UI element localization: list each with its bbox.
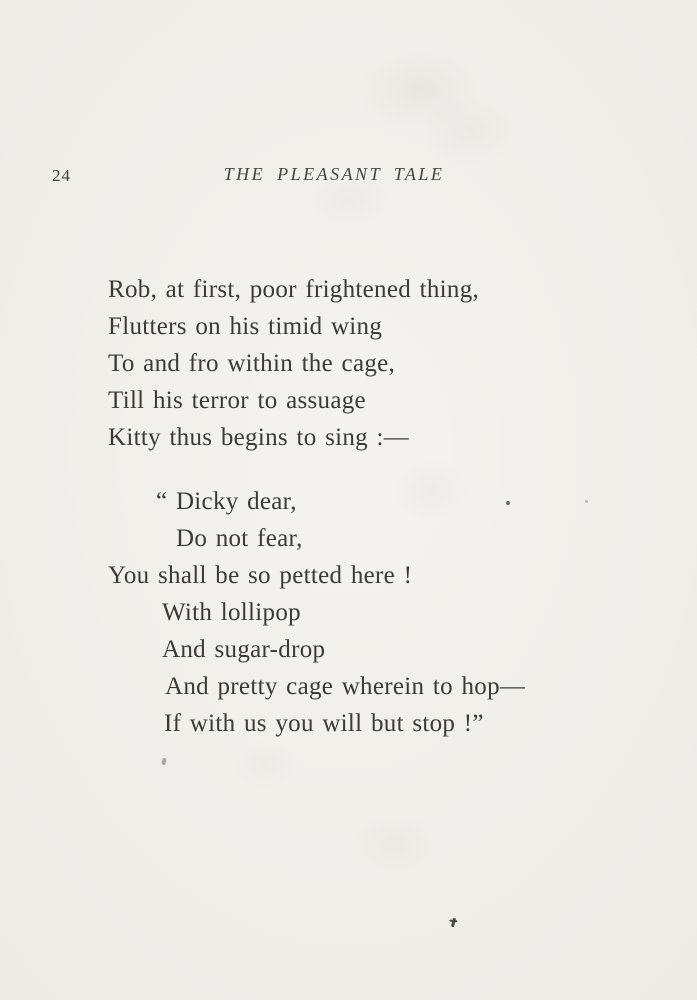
poem-line: And pretty cage wherein to hop— [165, 673, 526, 700]
stanza [108, 483, 608, 742]
poem-line: “ Dicky dear, [156, 488, 297, 515]
poem-line: If with us you will but stop !” [164, 710, 484, 737]
page-number: 24 [52, 166, 71, 185]
stanza [108, 271, 608, 456]
poem-line: Kitty thus begins to sing :— [108, 424, 410, 451]
ink-speck [585, 500, 588, 503]
poem-line: Flutters on his timid wing [108, 313, 383, 340]
poem-line: To and fro within the cage, [108, 350, 396, 377]
poem-line: And sugar-drop [162, 636, 326, 663]
poem [108, 271, 608, 742]
poem-line: You shall be so petted here ! [108, 562, 413, 589]
poem-line: With lollipop [162, 599, 301, 626]
ink-speck [506, 501, 510, 505]
running-title: THE PLEASANT TALE [223, 164, 445, 184]
ink-speck [451, 918, 456, 927]
poem-line: Do not fear, [176, 525, 303, 552]
ink-speck [161, 758, 166, 766]
poem-line: Till his terror to assuage [108, 387, 366, 414]
poem-line: Rob, at first, poor frightened thing, [108, 276, 480, 303]
